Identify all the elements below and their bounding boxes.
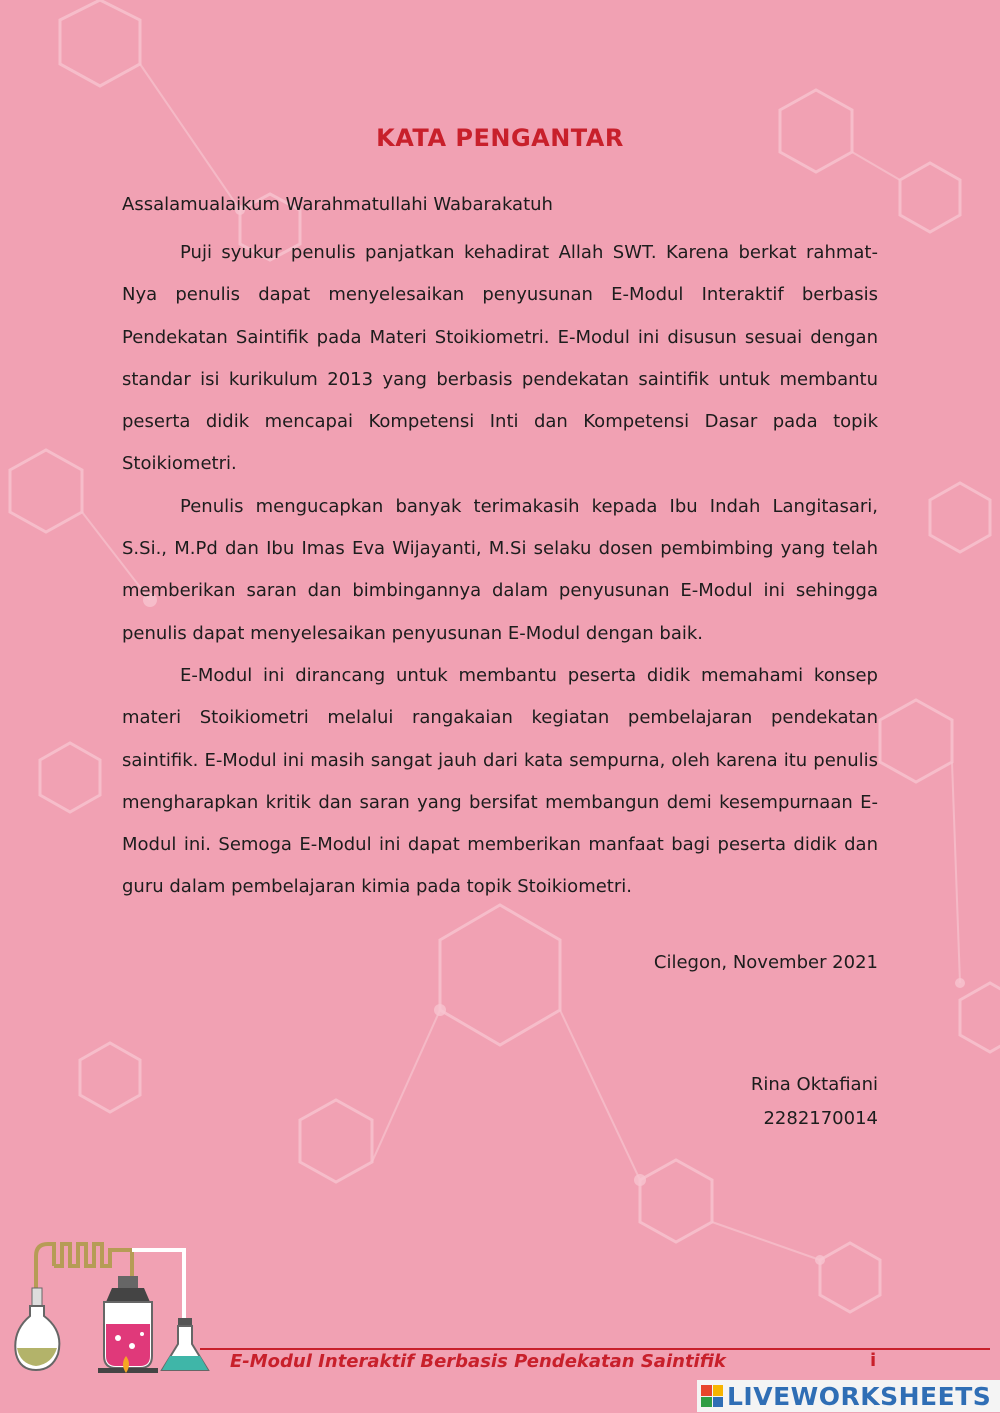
paragraph-2: Penulis mengucapkan banyak terimakasih kepada Ibu Indah Langitasari, S.Si., M.Pd dan Ibu Imas Eva Wijayanti, M.Si selaku dosen pembimbing yang telah memberikan saran dan bimbingannya dalam penyusunan E-Modul ini sehingga penulis dapat menyelesaikan penyusunan E-Modul dengan baik. <box>122 495 878 644</box>
liveworksheets-logo-icon <box>701 1385 723 1407</box>
page-number: i <box>870 1350 877 1371</box>
body-text <box>122 232 878 909</box>
page-title: KATA PENGANTAR <box>376 124 624 152</box>
paragraph-1: Puji syukur penulis panjatkan kehadirat Allah SWT. Karena berkat rahmat-Nya penulis dapat menyelesaikan penyusunan E-Modul Interaktif berbasis Pendekatan Saintifik pada Materi Stoikiometri. E-Modul ini disusun sesuai dengan standar isi kurikulum 2013 yang berbasis pendekatan saintifik untuk membantu peserta didik mencapai Kompetensi Inti dan Kompetensi Dasar pada topik Stoikiometri. <box>122 242 878 475</box>
signature-id-number: 2282170014 <box>763 1108 878 1129</box>
footer-title: E-Modul Interaktif Berbasis Pendekatan Saintifik <box>230 1351 726 1372</box>
signature-block <box>654 952 878 1129</box>
signature-place-date: Cilegon, November 2021 <box>653 952 878 973</box>
lab-equipment-illustration <box>14 1236 224 1384</box>
liveworksheets-watermark[interactable] <box>697 1380 1000 1412</box>
greeting: Assalamualaikum Warahmatullahi Wabarakatuh <box>122 194 553 215</box>
signature-name: Rina Oktafiani <box>750 1074 878 1095</box>
paragraph-3: E-Modul ini dirancang untuk membantu peserta didik memahami konsep materi Stoikiometri melalui rangakaian kegiatan pembelajaran pendekatan saintifik. E-Modul ini masih sangat jauh dari kata sempurna, oleh karena itu penulis mengharapkan kritik dan saran yang bersifat membangun demi kesempurnaan E-Modul ini. Semoga E-Modul ini dapat memberikan manfaat bagi peserta didik dan guru dalam pembelajaran kimia pada topik Stoikiometri. <box>122 664 878 898</box>
liveworksheets-text: LIVEWORKSHEETS <box>727 1381 992 1411</box>
